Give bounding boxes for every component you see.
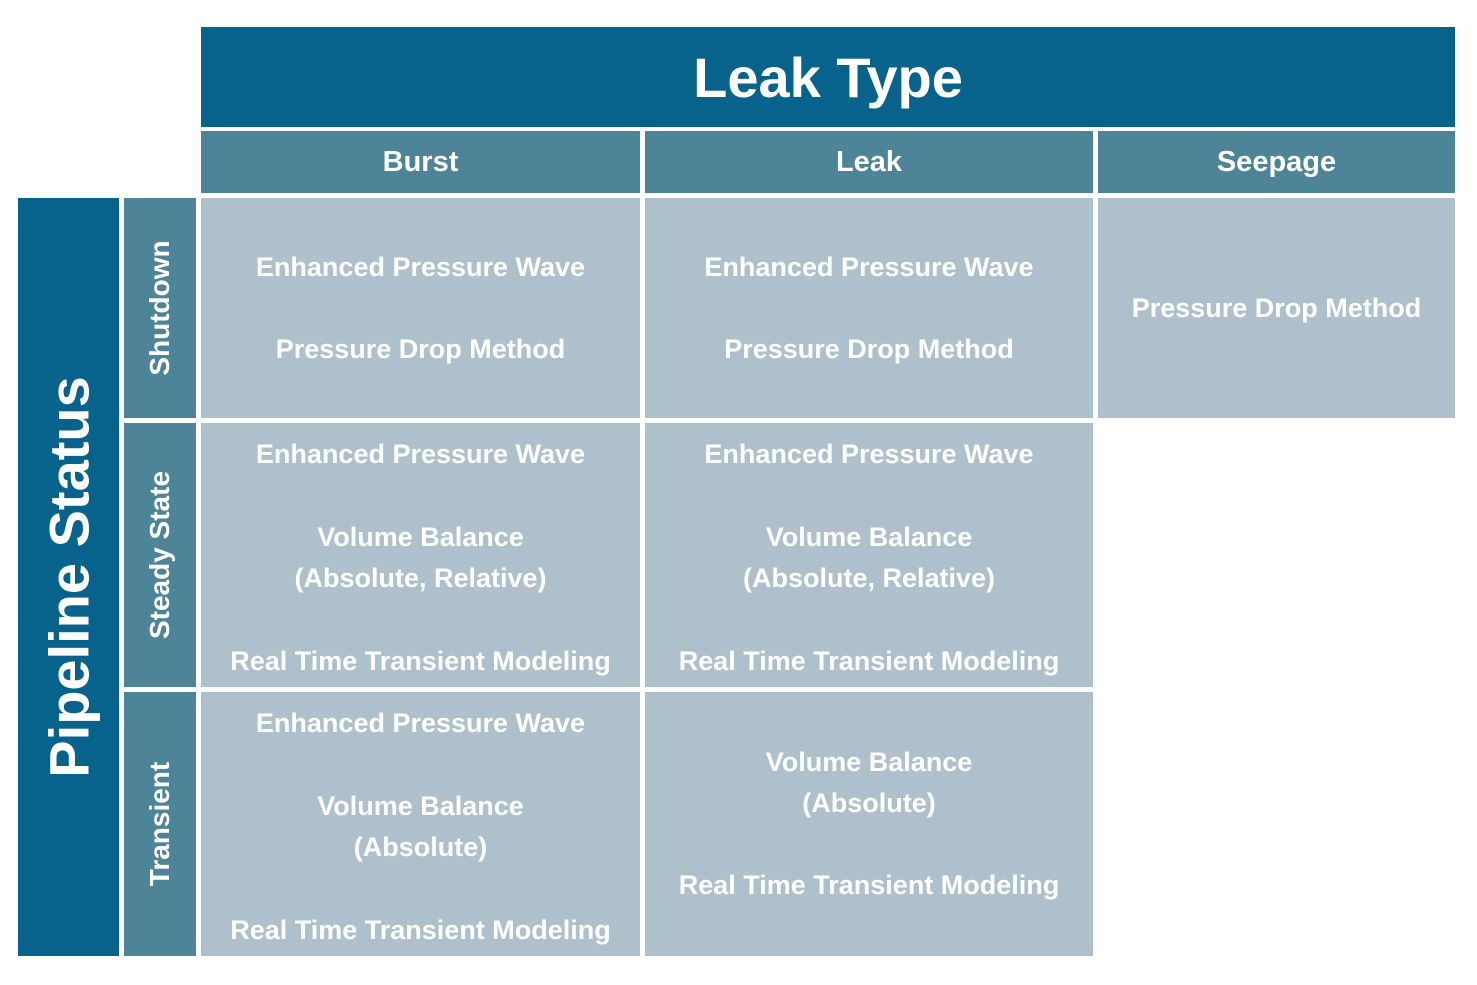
method-group — [294, 517, 546, 599]
method-qualifier: (Absolute) — [802, 788, 936, 818]
method-label: Volume Balance — [765, 522, 973, 552]
column-header-label: Seepage — [1216, 145, 1337, 178]
leak-type-title: Leak Type — [693, 45, 963, 109]
column-header-leak — [645, 131, 1093, 193]
method-label: Enhanced Pressure Wave — [704, 251, 1034, 282]
method-label: Real Time Transient Modeling — [230, 646, 611, 676]
method-label: Volume Balance — [765, 747, 973, 777]
method-label: Real Time Transient Modeling — [678, 870, 1060, 900]
column-header-label: Leak — [835, 145, 903, 178]
row-header-label: Shutdown — [144, 240, 175, 376]
method-label: Real Time Transient Modeling — [230, 915, 611, 945]
method-label: Pressure Drop Method — [275, 333, 566, 364]
cell-transient-burst — [201, 692, 640, 956]
method-label: Pressure Drop Method — [724, 333, 1014, 364]
method-label: Enhanced Pressure Wave — [255, 708, 586, 738]
row-header-shutdown — [124, 198, 196, 418]
method-label: Enhanced Pressure Wave — [255, 439, 586, 469]
cell-shutdown-burst — [201, 198, 640, 418]
method-group — [317, 786, 524, 868]
method-label: Enhanced Pressure Wave — [255, 251, 586, 282]
cell-steady-state-burst — [201, 423, 640, 687]
pipeline-status-title: Pipeline Status — [37, 376, 100, 778]
method-qualifier: (Absolute, Relative) — [294, 563, 547, 593]
method-label: Pressure Drop Method — [1131, 292, 1422, 323]
cell-shutdown-leak — [645, 198, 1093, 418]
method-qualifier: (Absolute, Relative) — [742, 563, 996, 593]
cell-shutdown-seepage — [1098, 198, 1455, 418]
method-label: Enhanced Pressure Wave — [704, 439, 1034, 469]
method-label: Volume Balance — [317, 791, 524, 821]
method-label: Real Time Transient Modeling — [678, 646, 1060, 676]
method-group — [743, 517, 995, 599]
cell-steady-state-leak — [645, 423, 1093, 687]
row-header-label: Steady State — [144, 470, 175, 640]
column-header-burst — [201, 131, 640, 193]
method-qualifier: (Absolute) — [353, 832, 488, 862]
leak-type-header — [201, 27, 1455, 127]
row-header-steady-state — [124, 423, 196, 687]
cell-transient-leak — [645, 692, 1093, 956]
column-header-label: Burst — [382, 145, 459, 178]
method-label: Volume Balance — [317, 522, 524, 552]
column-header-seepage — [1098, 131, 1455, 193]
row-header-label: Transient — [144, 761, 175, 887]
pipeline-status-header — [18, 198, 119, 956]
row-header-transient — [124, 692, 196, 956]
